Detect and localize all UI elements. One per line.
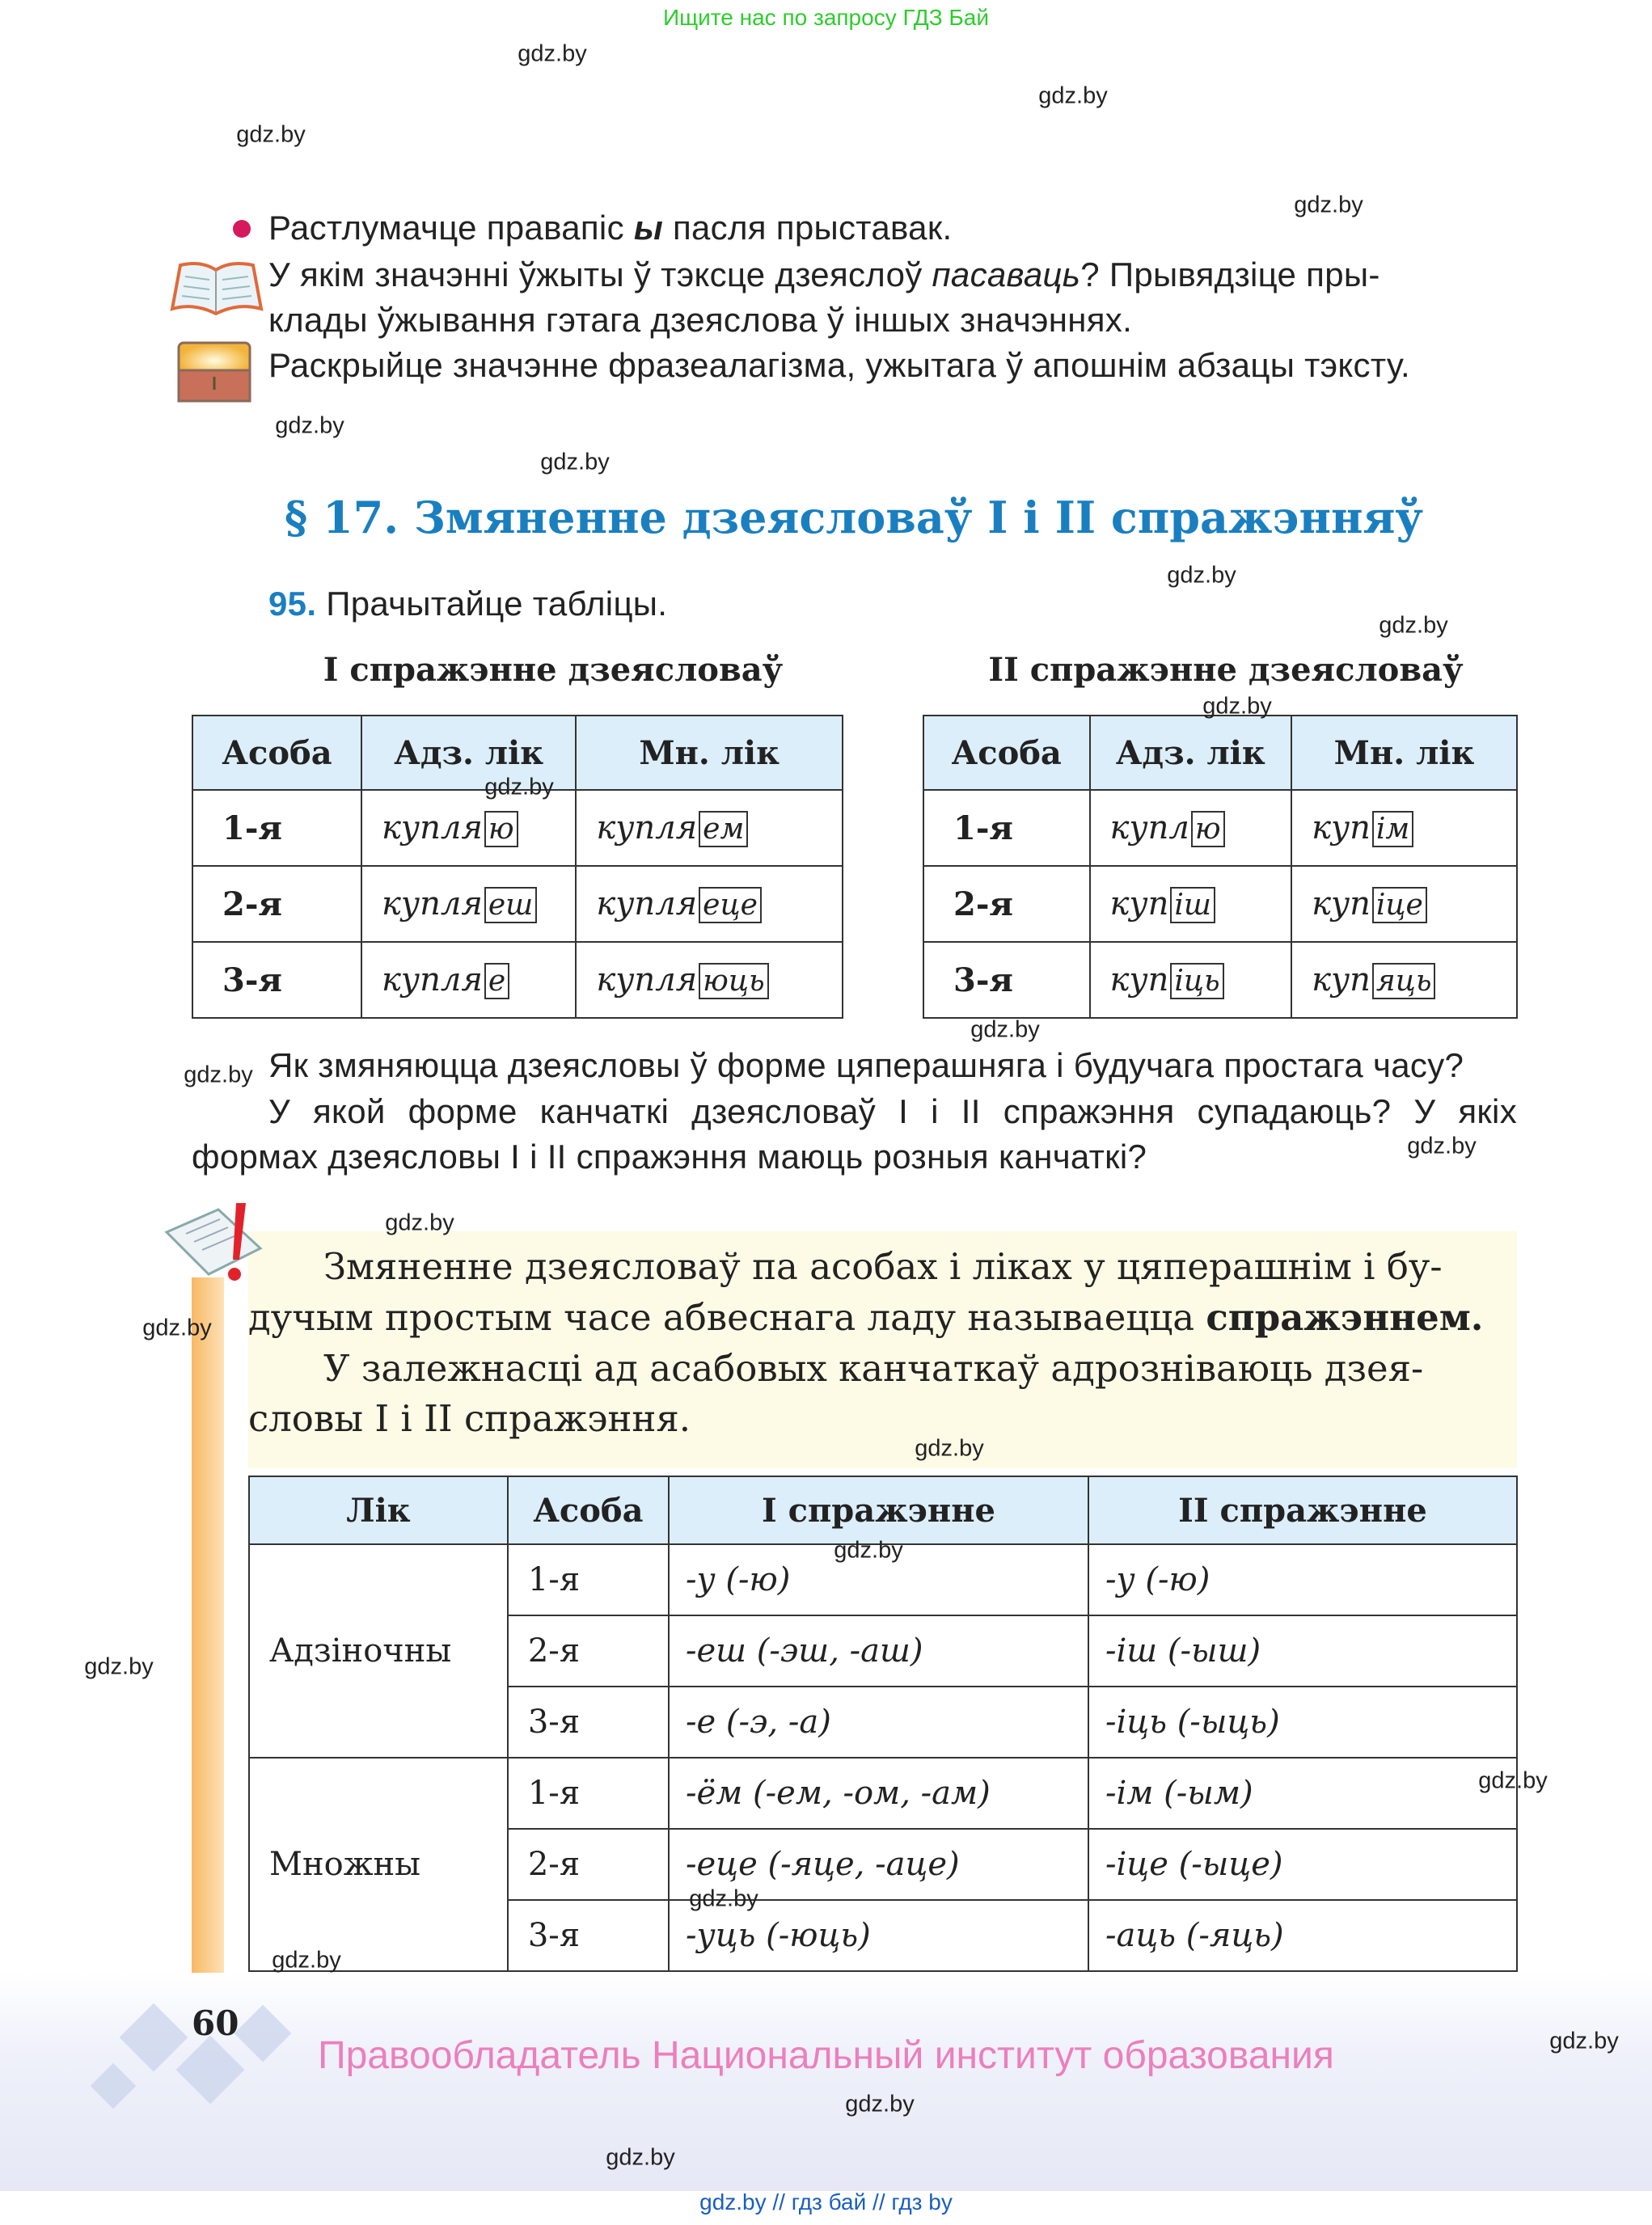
singular-form-cell: [361, 790, 576, 866]
column-header: Асоба: [923, 716, 1090, 790]
watermark: gdz.by: [142, 1315, 212, 1341]
watermark: gdz.by: [272, 1947, 341, 1974]
task-line: [268, 209, 952, 247]
table-row: [192, 866, 843, 942]
verb-ending: е: [484, 963, 509, 999]
rule-text: дучым простым часе абвеснага ладу называецца: [248, 1296, 1206, 1339]
copyright-notice: Правообладатель Национальный институт образования: [318, 2034, 1334, 2077]
treasure-chest-icon: [175, 325, 253, 403]
conj-1-ending: -е (-э, -а): [669, 1687, 1088, 1758]
conj-1-ending: -ём (-ем, -ом, -ам): [669, 1758, 1088, 1829]
person-cell: 3-я: [508, 1687, 669, 1758]
bullet-icon: [233, 220, 251, 238]
verb-stem: купля: [382, 961, 483, 999]
watermark: gdz.by: [1202, 693, 1272, 720]
exercise-instruction: [268, 585, 667, 623]
column-header: Мн. лік: [1291, 716, 1517, 790]
verb-ending: іце: [1372, 887, 1427, 923]
rule-line: [248, 1296, 1483, 1339]
task-emphasis: пасаваць: [932, 255, 1081, 293]
person-cell: 2-я: [508, 1615, 669, 1687]
watermark: gdz.by: [518, 40, 587, 67]
table-row: [923, 866, 1517, 942]
rule-term: спражэннем.: [1206, 1296, 1484, 1339]
person-cell: 3-я: [508, 1900, 669, 1971]
conj-2-ending: -ім (-ым): [1088, 1758, 1517, 1829]
verb-ending: еце: [699, 887, 762, 923]
verb-ending: ім: [1372, 811, 1413, 847]
task-text: У якім значэнні ўжыты ў тэксце дзеяслоў: [268, 255, 932, 293]
number-cell: Множны: [249, 1758, 508, 1971]
column-header: II спражэнне: [1088, 1476, 1517, 1544]
conjugation-table-2: [923, 715, 1518, 1019]
person-cell: 1-я: [923, 790, 1090, 866]
table-caption: II спражэнне дзеясловаў: [988, 651, 1464, 689]
verb-ending: ю: [1191, 811, 1225, 847]
conj-1-ending: -уць (-юць): [669, 1900, 1088, 1971]
person-cell: 2-я: [923, 866, 1090, 942]
conj-2-ending: -у (-ю): [1088, 1544, 1517, 1615]
task-line: клады ўжывання гэтага дзеяслова ў іншых значэннях.: [268, 301, 1133, 339]
watermark: gdz.by: [540, 449, 610, 475]
exercise-text: Прачытайце табліцы.: [316, 585, 668, 623]
conj-2-ending: -іш (-ыш): [1088, 1615, 1517, 1687]
conj-2-ending: -аць (-яць): [1088, 1900, 1517, 1971]
conjugation-table-1: [192, 715, 843, 1019]
bottom-links[interactable]: gdz.by // гдз бай // гдз by: [699, 2189, 953, 2214]
question-line: У якой форме канчаткі дзеясловаў I і II спражэння супадаюць? У якіх: [268, 1092, 1517, 1130]
column-header: Лік: [249, 1476, 508, 1544]
watermark: gdz.by: [970, 1016, 1040, 1043]
person-cell: 2-я: [508, 1829, 669, 1900]
task-text: Растлумачце правапіс: [268, 209, 634, 247]
task-text: пасля прыставак.: [663, 209, 953, 247]
verb-ending: еш: [484, 887, 537, 923]
section-heading: § 17. Змяненне дзеясловаў I і II спражэнняў: [285, 492, 1423, 543]
column-header: Адз. лік: [361, 716, 576, 790]
table-row: [923, 790, 1517, 866]
verb-stem: куп: [1109, 885, 1169, 923]
question-line: формах дзеясловы I і II спражэння маюць розныя канчаткі?: [192, 1138, 1147, 1176]
column-header: I спражэнне: [669, 1476, 1088, 1544]
watermark: gdz.by: [1407, 1133, 1477, 1159]
watermark: gdz.by: [1167, 562, 1236, 589]
person-cell: 1-я: [508, 1544, 669, 1615]
verb-ending: ем: [699, 811, 748, 847]
verb-stem: купля: [382, 809, 483, 847]
plural-form-cell: [576, 942, 843, 1018]
person-cell: 3-я: [923, 942, 1090, 1018]
watermark: gdz.by: [484, 774, 554, 800]
watermark: gdz.by: [606, 2144, 675, 2171]
question-line: Як змяняюцца дзеясловы ў форме цяперашняга і будучага простага часу?: [268, 1046, 1464, 1084]
rule-line: У залежнасці ад асабовых канчаткаў адрозніваюць дзея-: [323, 1347, 1424, 1390]
watermark: gdz.by: [834, 1537, 903, 1564]
watermark: gdz.by: [1478, 1767, 1548, 1794]
number-cell: Адзіночны: [249, 1544, 508, 1758]
watermark: gdz.by: [1294, 192, 1363, 218]
singular-form-cell: [1090, 942, 1292, 1018]
verb-ending: іш: [1170, 887, 1215, 923]
task-line: [268, 255, 1380, 294]
task-text: ? Прывядзіце пры-: [1080, 255, 1380, 293]
singular-form-cell: [361, 866, 576, 942]
plural-form-cell: [1291, 866, 1517, 942]
task-line: Раскрыйце значэнне фразеалагізма, ужытага ў апошнім абзацы тэксту.: [268, 346, 1410, 384]
conj-1-ending: -еш (-эш, -аш): [669, 1615, 1088, 1687]
singular-form-cell: [1090, 866, 1292, 942]
conj-1-ending: -еце (-яце, -аце): [669, 1829, 1088, 1900]
table-row: [923, 942, 1517, 1018]
person-cell: 1-я: [508, 1758, 669, 1829]
singular-form-cell: [361, 942, 576, 1018]
watermark: gdz.by: [1038, 82, 1108, 109]
verb-stem: купля: [596, 809, 698, 847]
verb-stem: купля: [382, 885, 483, 923]
verb-stem: купля: [596, 885, 698, 923]
watermark: gdz.by: [915, 1435, 984, 1462]
watermark: gdz.by: [236, 121, 306, 148]
watermark: gdz.by: [845, 2091, 915, 2117]
table-row: [192, 942, 843, 1018]
conj-1-ending: -у (-ю): [669, 1544, 1088, 1615]
plural-form-cell: [576, 866, 843, 942]
column-header: Асоба: [508, 1476, 669, 1544]
verb-stem: куп: [1109, 961, 1169, 999]
conj-2-ending: -іце (-ыце): [1088, 1829, 1517, 1900]
table-row: [249, 1758, 1517, 1829]
rule-line: словы I і II спражэння.: [248, 1397, 691, 1440]
watermark: gdz.by: [184, 1062, 253, 1088]
plural-form-cell: [1291, 942, 1517, 1018]
page-number: 60: [192, 2003, 239, 2043]
watermark: gdz.by: [275, 412, 344, 439]
rule-line: Змяненне дзеясловаў па асобах і ліках у цяперашнім і бу-: [323, 1245, 1443, 1288]
plural-form-cell: [576, 790, 843, 866]
table-header-row: [249, 1476, 1517, 1544]
column-header: Адз. лік: [1090, 716, 1292, 790]
person-cell: 3-я: [192, 942, 361, 1018]
verb-stem: купл: [1109, 809, 1189, 847]
task-emphasis: ы: [633, 209, 664, 247]
person-cell: 2-я: [192, 866, 361, 942]
watermark: gdz.by: [1379, 612, 1448, 639]
column-header: Асоба: [192, 716, 361, 790]
exercise-number: 95.: [268, 585, 317, 623]
table-caption: I спражэнне дзеясловаў: [323, 651, 784, 689]
verb-stem: куп: [1312, 885, 1371, 923]
verb-ending: яць: [1372, 963, 1436, 999]
verb-stem: куп: [1312, 961, 1371, 999]
watermark: gdz.by: [689, 1885, 758, 1912]
rule-accent-bar: [192, 1277, 224, 1973]
note-exclamation-icon: [162, 1200, 265, 1290]
watermark: gdz.by: [1549, 2028, 1619, 2054]
search-hint: Ищите нас по запросу ГДЗ Бай: [662, 5, 990, 30]
table-header-row: [923, 716, 1517, 790]
verb-stem: купля: [596, 961, 698, 999]
singular-form-cell: [1090, 790, 1292, 866]
verb-ending: юць: [699, 963, 768, 999]
watermark: gdz.by: [84, 1653, 154, 1680]
plural-form-cell: [1291, 790, 1517, 866]
person-cell: 1-я: [192, 790, 361, 866]
column-header: Мн. лік: [576, 716, 843, 790]
table-row: [192, 790, 843, 866]
watermark: gdz.by: [385, 1210, 454, 1236]
conj-2-ending: -іць (-ыць): [1088, 1687, 1517, 1758]
verb-ending: ю: [484, 811, 518, 847]
verb-ending: іць: [1170, 963, 1223, 999]
book-icon: [169, 260, 264, 315]
verb-stem: куп: [1312, 809, 1371, 847]
